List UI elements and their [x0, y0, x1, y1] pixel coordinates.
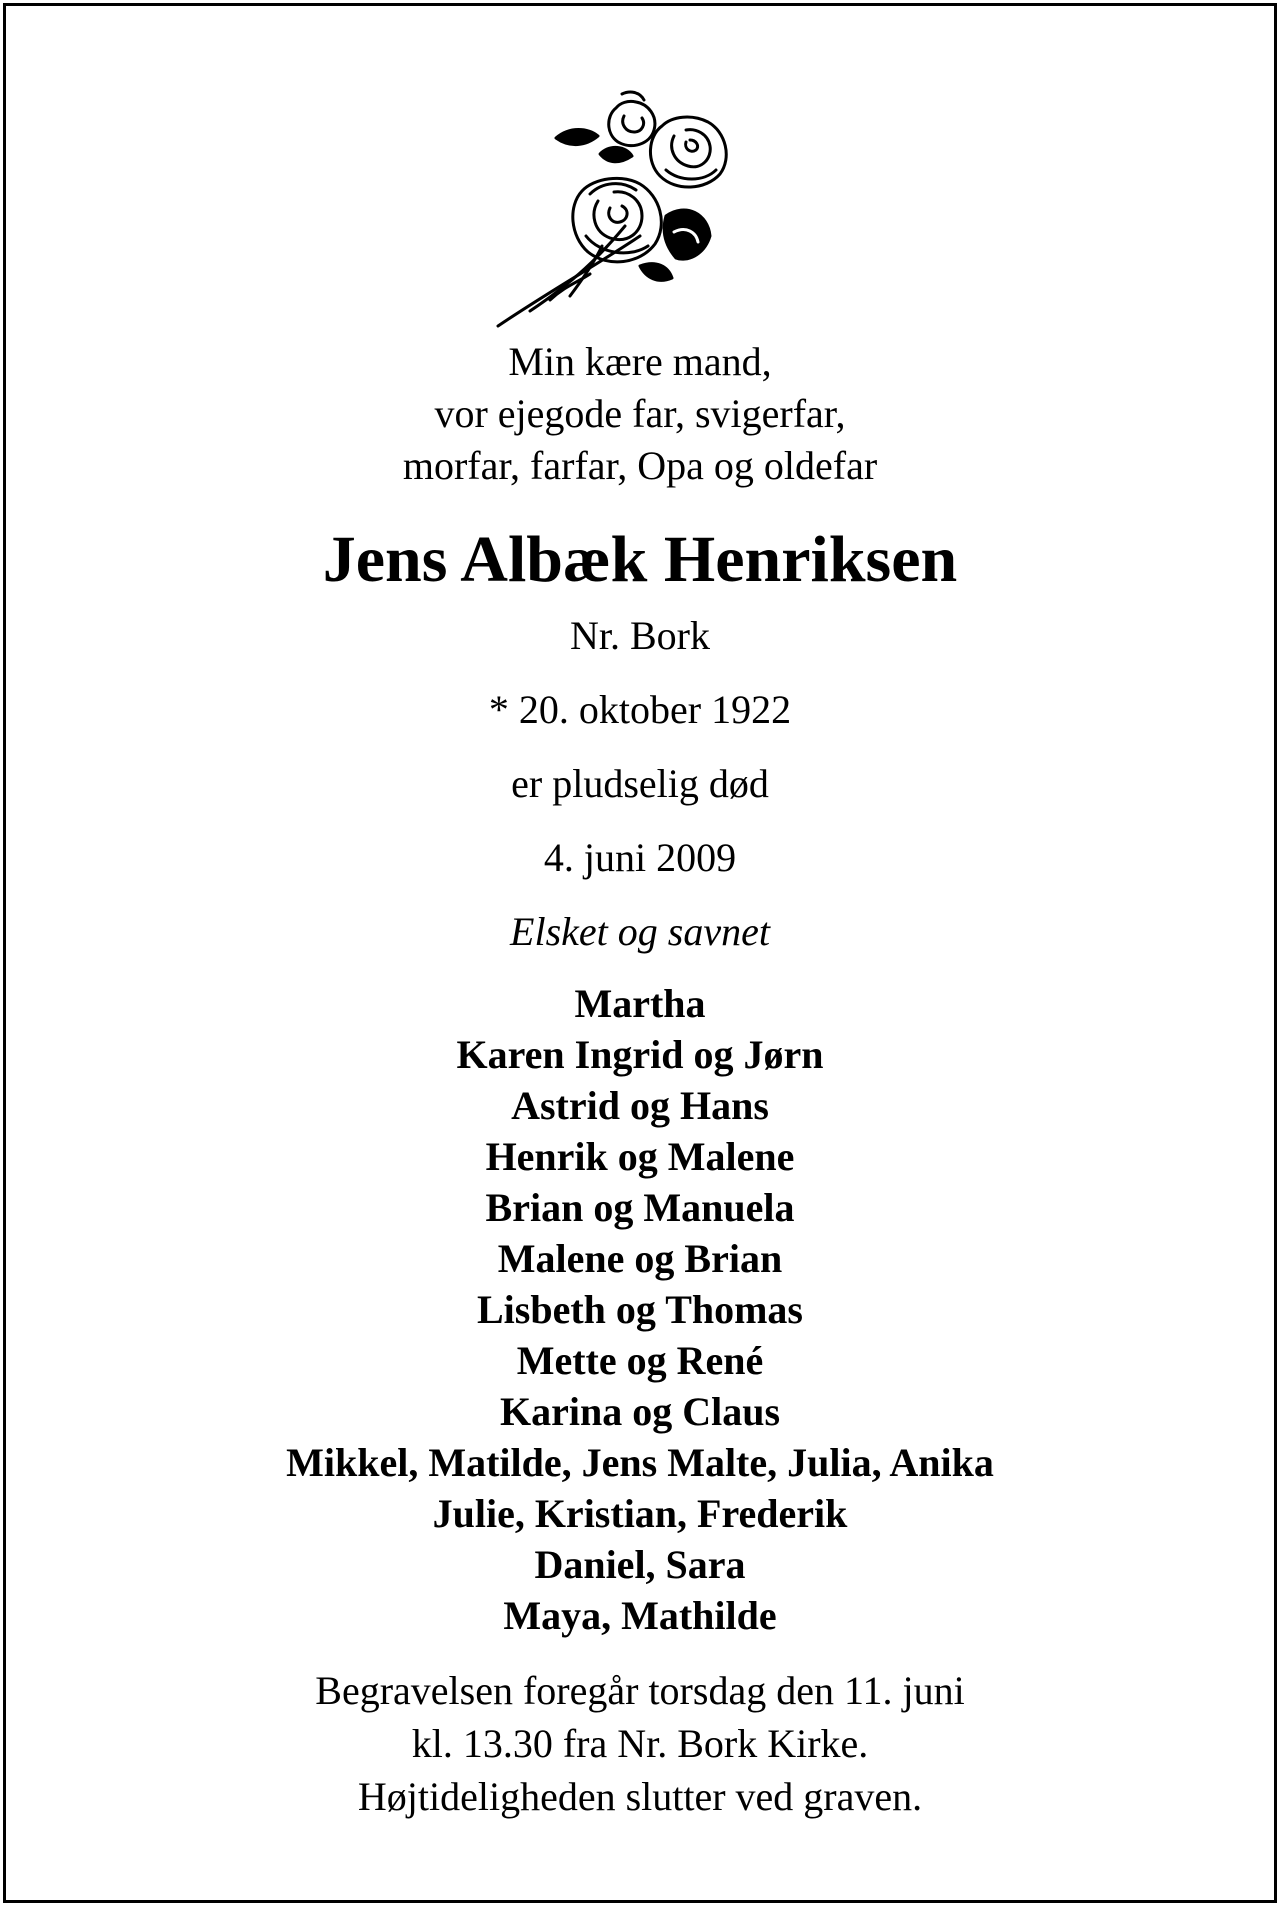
- roses-icon: [490, 86, 796, 330]
- birth-date: * 20. oktober 1922: [488, 687, 792, 732]
- family-line: Julie, Kristian, Frederik: [432, 1491, 848, 1536]
- family-line: Maya, Mathilde: [503, 1593, 777, 1638]
- funeral-line-1: Begravelsen foregår torsdag den 11. juni: [315, 1668, 965, 1713]
- family-line: Martha: [574, 981, 706, 1026]
- funeral-info: [0, 1664, 1280, 1823]
- family-line: Mikkel, Matilde, Jens Malte, Julia, Anika: [286, 1440, 994, 1485]
- funeral-line-2: kl. 13.30 fra Nr. Bork Kirke.: [411, 1721, 869, 1766]
- family-line: Brian og Manuela: [485, 1185, 795, 1230]
- family-line: Daniel, Sara: [534, 1542, 746, 1587]
- family-list: [0, 978, 1280, 1641]
- intro-line-1: Min kære mand,: [508, 339, 772, 384]
- family-line: Karen Ingrid og Jørn: [456, 1032, 824, 1077]
- death-date: 4. juni 2009: [543, 835, 737, 880]
- family-line: Malene og Brian: [497, 1236, 783, 1281]
- intro-line-3: morfar, farfar, Opa og oldefar: [402, 443, 878, 488]
- family-line: Astrid og Hans: [511, 1083, 769, 1128]
- family-line: Henrik og Malene: [485, 1134, 795, 1179]
- funeral-line-3: Højtideligheden slutter ved graven.: [357, 1774, 923, 1819]
- loved-and-missed: Elsket og savnet: [510, 909, 770, 954]
- family-line: Karina og Claus: [499, 1389, 781, 1434]
- family-line: Lisbeth og Thomas: [476, 1287, 803, 1332]
- place: Nr. Bork: [570, 613, 710, 658]
- family-line: Mette og René: [516, 1338, 764, 1383]
- intro-text: [0, 336, 1280, 492]
- deceased-name: Jens Albæk Henriksen: [322, 523, 958, 596]
- intro-line-2: vor ejegode far, svigerfar,: [434, 391, 846, 436]
- death-text: er pludselig død: [511, 761, 769, 806]
